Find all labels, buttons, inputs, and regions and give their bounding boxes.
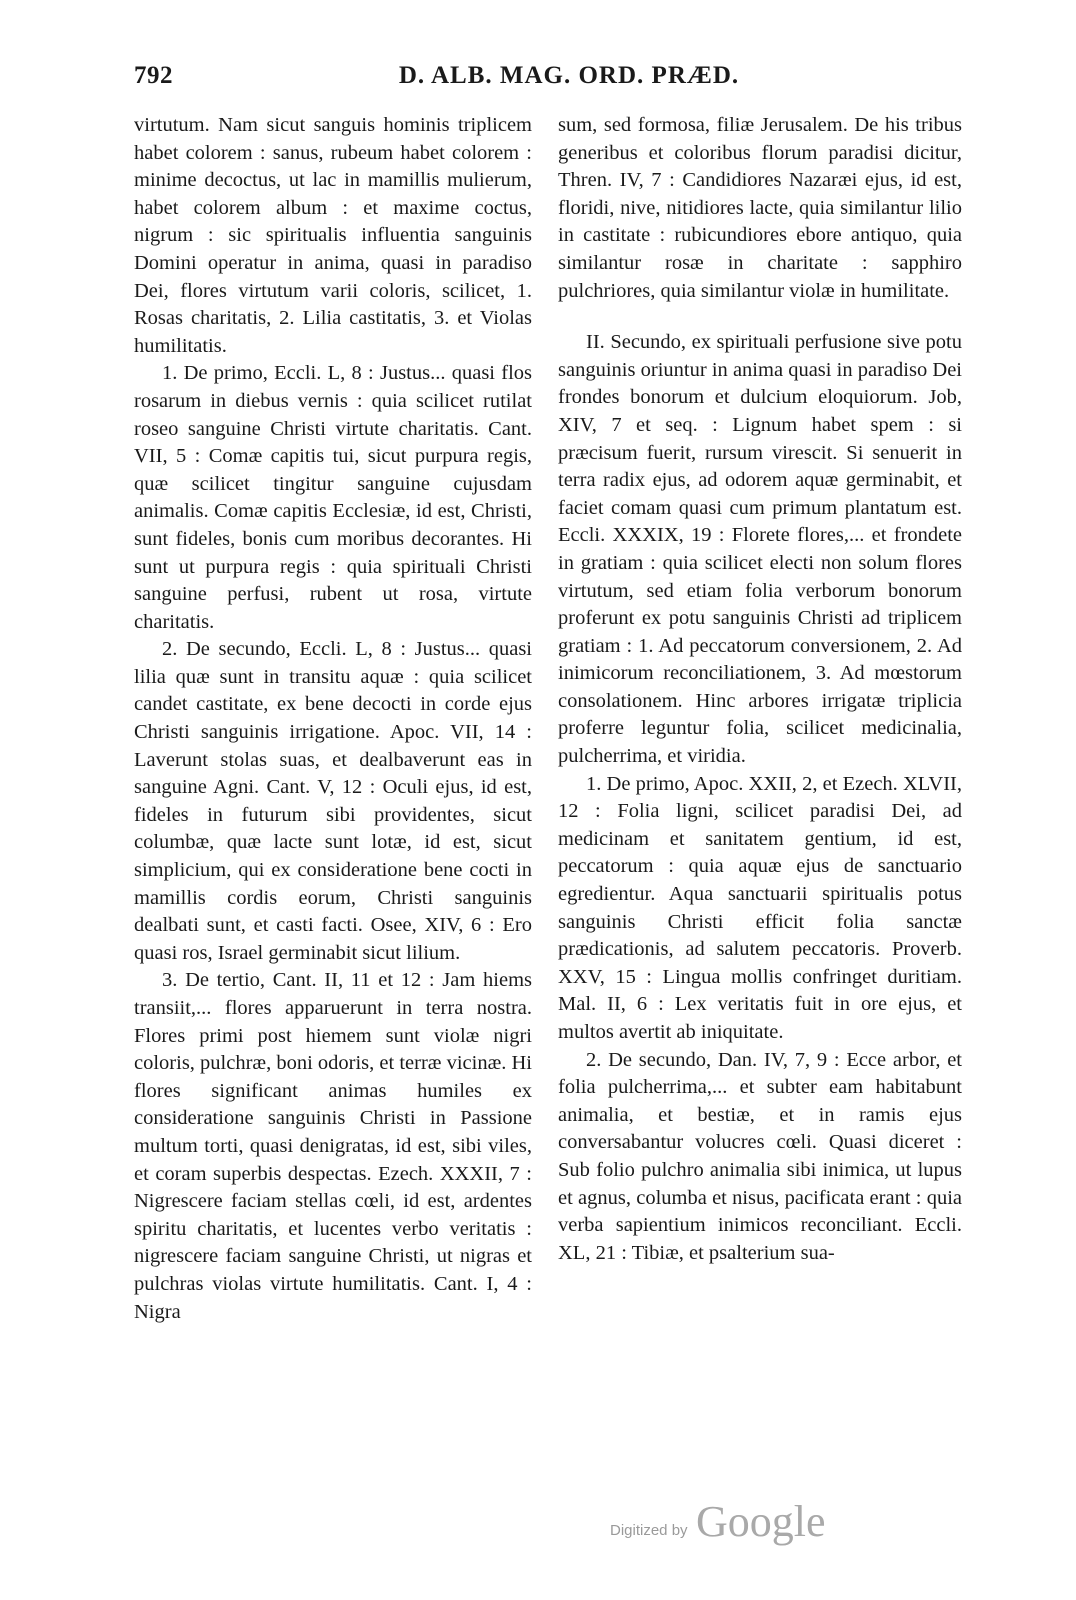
right-column xyxy=(558,112,962,1267)
digitized-label: Digitized by xyxy=(610,1522,688,1539)
paragraph: sum, sed formosa, filiæ Jerusalem. De his tribus generibus et coloribus florum paradisi dicitur, Thren. IV, 7 : Candidiores Nazaræi ejus, id est, floridi, nive, nitidiores lacte, quia similantur lilio in castitate : rubicundiores ebore antiquo, quia similantur rosæ in charitate : sapphiro pulchriores, quia similantur violæ in humilitate. xyxy=(558,114,962,302)
paragraph: virtutum. Nam sicut sanguis hominis triplicem habet colorem : sanus, rubeum habet colorem : minime decoctus, ut lac in mamillis mulierum, habet colorem album : et maxime coctus, nigrum : sic spiritualis influentia sanguinis Domini operatur in anima, quasi in paradiso Dei, flores virtutum varii coloris, scilicet, 1. Rosas charitatis, 2. Lilia castitatis, 3. et Violas humilitatis. xyxy=(134,114,532,357)
paragraph: 3. De tertio, Cant. II, 11 et 12 : Jam hiems transiit,... flores apparuerunt in terra nostra. Flores primi post hiemem sunt violæ nigri coloris, pulchræ, boni odoris, et terræ vicinæ. Hi flores significant animas humiles ex consideratione sanguinis Christi in Passione multum torti, quasi denigratas, id est, sibi viles, et coram superbis despectas. Ezech. XXXII, 7 : Nigrescere faciam stellas cœli, id est, ardentes spiritu charitatis, et lucentes verbo veritatis : nigrescere faciam sanguine Christi, ut nigras et pulchras violas virtute humilitatis. Cant. I, 4 : Nigra xyxy=(134,969,532,1323)
paragraph: 1. De primo, Apoc. XXII, 2, et Ezech. XLVII, 12 : Folia ligni, scilicet paradisi Dei, ad medicinam et sanitatem gentium, id est, peccatorum : quia aquæ ejus de sanctuario egredientur. Aqua sanctuarii spiritualis potus sanguinis Christi efficit folia sanctæ prædicationis, ad salutem peccatoris. Proverb. XXV, 15 : Lingua mollis confringet duritiam. Mal. II, 6 : Lex veritatis fuit in ore ejus, et multos avertit ab iniquitate. xyxy=(558,772,962,1043)
paragraph: 1. De primo, Eccli. L, 8 : Justus... quasi flos rosarum in diebus vernis : quia scilicet rutilat roseo sanguine Christi virtute charitatis. Cant. VII, 5 : Comæ capitis tui, sicut purpura regis, quæ scilicet tingitur sanguine cujusdam animalis. Comæ capitis Ecclesiæ, id est, Christi, sunt fideles, bonis cum moribus decorantes. Hi sunt ut purpura regis : quia spirituali Christi sanguine perfusi, rubent ut rosa, virtute charitatis. xyxy=(134,362,532,633)
paragraph: 2. De secundo, Dan. IV, 7, 9 : Ecce arbor, et folia pulcherrima,... et subter eam habitabunt animalia, et bestiæ, et in ramis ejus conversabantur volucres cœli. Quasi diceret : Sub folio pulchro animalia sibi inimica, ut lupus et agnus, columba et nisus, pacificata erant : quia verba sapientium inimicos reconciliant. Eccli. XL, 21 : Tibiæ, et psalterium sua- xyxy=(558,1048,962,1264)
running-title: D. ALB. MAG. ORD. PRÆD. xyxy=(398,62,740,89)
left-column xyxy=(134,112,532,1326)
page-number: 792 xyxy=(134,62,173,89)
page-header xyxy=(134,62,964,102)
section-paragraph: II. Secundo, ex spirituali perfusione sive potu sanguinis oriuntur in anima quasi in paradiso Dei frondes bonorum et dulcium eloquiorum. Job, XIV, 7 et seq. : Lignum habet spem : si præcisum fuerit, rursum virescit. Si senuerit in terra radix ejus, ad odorem aquæ germinabit, et faciet comam quasi cum primum plantatum est. Eccli. XXXIX, 19 : Florete flores,... et frondete in gratiam : quia scilicet electi non solum flores virtutum, sed etiam folia verborum bonorum proferunt ex potu sanguinis Christi ad triplicem gratiam : 1. Ad peccatorum conversionem, 2. Ad inimicorum reconciliationem, 3. Ad mœstorum consolationem. Hinc arbores irrigatæ triplicia proferre leguntur folia, scilicet medicinalia, pulcherrima, et viridia. xyxy=(558,331,962,768)
paragraph: 2. De secundo, Eccli. L, 8 : Justus... quasi lilia quæ sunt in transitu aquæ : quia scilicet candet castitate, ex bene decocti in corde ejus Christi sanguinis irrigatione. Apoc. VII, 14 : Laverunt stolas suas, et dealbaverunt eas in sanguine Agni. Cant. V, 12 : Oculi ejus, id est, fideles in futurum sibi providentes, sicut columbæ, quæ lacte sunt lotæ, id est, sicut simplicium, qui ex consideratione bene cocti in mamillis cordis eorum, Christi sanguinis dealbati sunt, et casti facti. Osee, XIV, 6 : Ero quasi ros, Israel germinabit sicut lilium. xyxy=(134,638,532,964)
google-logo: Google xyxy=(696,1497,826,1546)
